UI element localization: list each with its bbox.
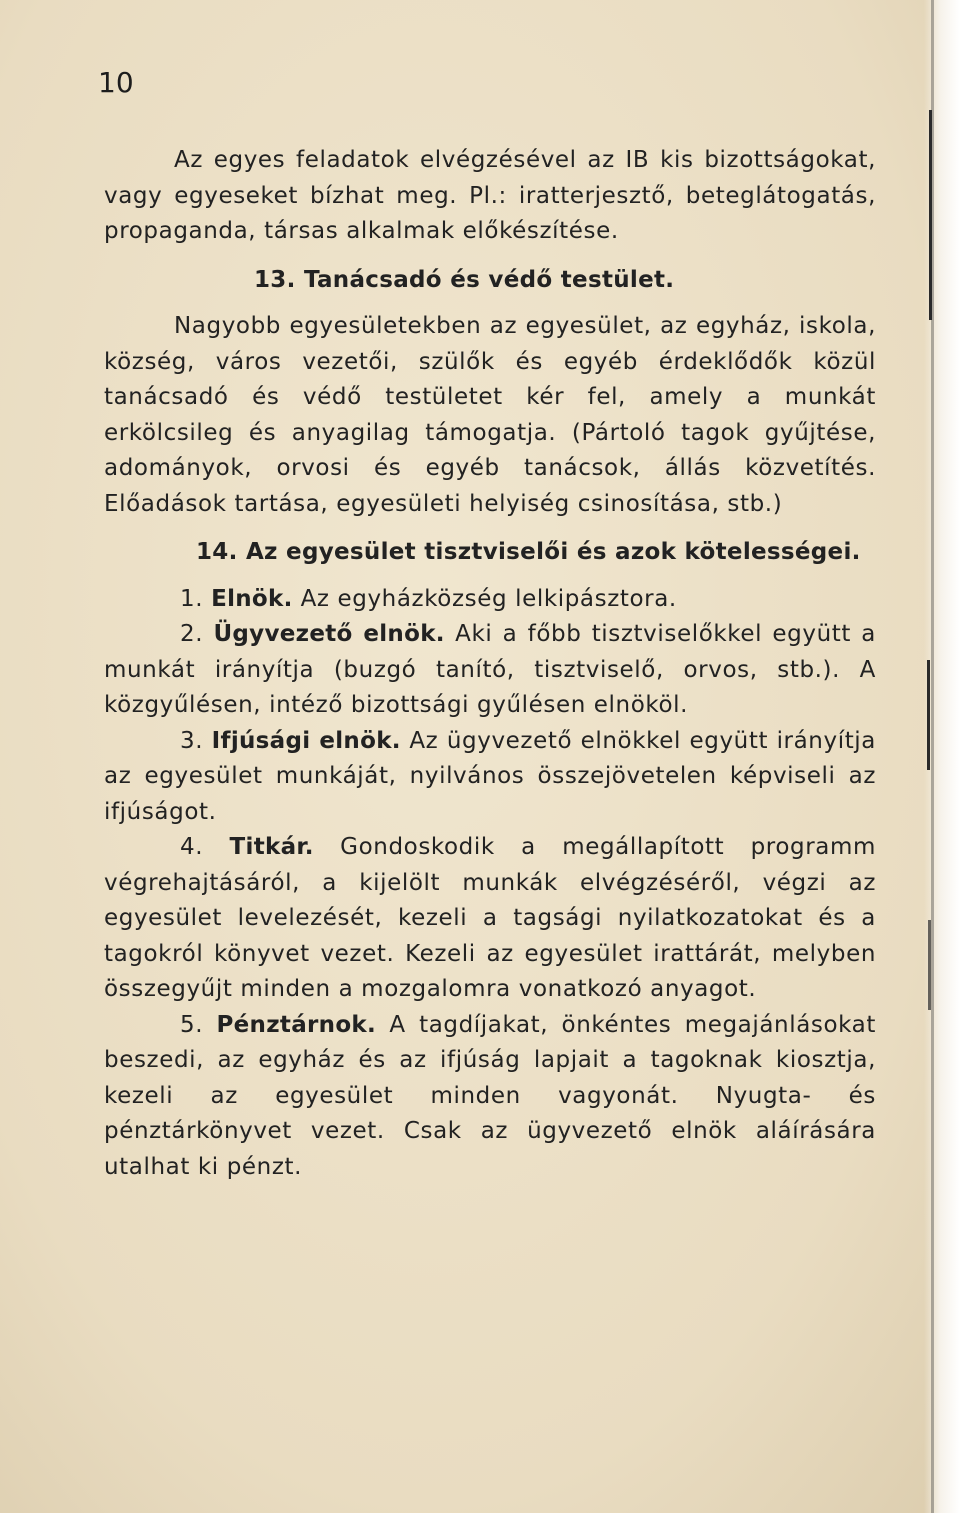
- page-edge-mark: [929, 110, 932, 320]
- page-number: 10: [98, 66, 134, 99]
- list-item: [104, 1008, 876, 1186]
- item-title: Ügyvezető elnök.: [213, 621, 445, 647]
- section-heading-14: 14. Az egyesület tisztviselői és azok kötelességei.: [196, 539, 861, 565]
- item-text: Az egyházközség lelkipásztora.: [292, 585, 677, 612]
- page-edge-mark: [927, 660, 930, 770]
- paragraph: Nagyobb egyesületekben az egyesület, az egyház, iskola, község, város vezetői, szülők és egyéb érdeklődők közül tanácsadó és védő testületet kér fel, amely a munkát erkölcsileg és anyagilag támogatja. (Pártoló tagok gyűjtése, adományok, orvosi és egyéb tanácsok, állás közvetítés. Előadások tartása, egyesületi helyiség csinosítása, stb.): [104, 313, 876, 517]
- item-text: Aki a főbb tisztviselőkkel együtt a munkát irányítja (buzgó tanító, tisztviselő, orvos, stb.). A közgyűlésen, intéző bizottsági gyűlésen elnököl.: [104, 621, 876, 718]
- item-text: A tagdíjakat, önkéntes megajánlásokat beszedi, az egyház és az ifjúság lapjait a tagoknak kiosztja, kezeli az egyesület minden vagyonát. Nyugta- és pénztárkönyvet vezet. Csak az ügyvezető elnök aláírására utalhat ki pénzt.: [104, 1011, 876, 1180]
- item-number: 2.: [180, 621, 214, 647]
- list-item: [104, 617, 876, 724]
- item-text: Az ügyvezető elnökkel együtt irányítja az egyesület munkáját, nyilvános összejövetelen képviseli az ifjúságot.: [104, 727, 876, 825]
- list-item: [104, 724, 876, 831]
- paragraph: Az egyes feladatok elvégzésével az IB kis bizottságokat, vagy egyeseket bízhat meg. Pl.: iratterjesztő, beteglátogatás, propaganda, társas alkalmak előkészítése.: [104, 147, 876, 244]
- item-number: 5.: [180, 1011, 217, 1038]
- list-item: [104, 582, 876, 618]
- section-heading-13: 13. Tanácsadó és védő testület.: [254, 266, 675, 293]
- item-title: Pénztárnok.: [216, 1011, 377, 1038]
- item-title: Titkár.: [229, 834, 314, 860]
- item-number: 3.: [180, 727, 212, 754]
- item-number: 1.: [180, 585, 212, 612]
- item-text: Gondoskodik a megállapított programm végrehajtásáról, a kijelölt munkák elvégzéséről, végzi az egyesület levelezését, kezeli a tagsági nyilatkozatokat és a tagokról könyvet vezet. Kezeli az egyesület irattárát, melyben összegyűjt minden a mozgalomra vonatkozó anyagot.: [104, 834, 876, 1002]
- list-item: [104, 830, 876, 1008]
- page-content: [104, 143, 876, 1185]
- item-title: Elnök.: [211, 585, 293, 612]
- item-number: 4.: [180, 834, 230, 860]
- page-edge-mark: [928, 920, 931, 1010]
- item-title: Ifjúsági elnök.: [211, 727, 401, 754]
